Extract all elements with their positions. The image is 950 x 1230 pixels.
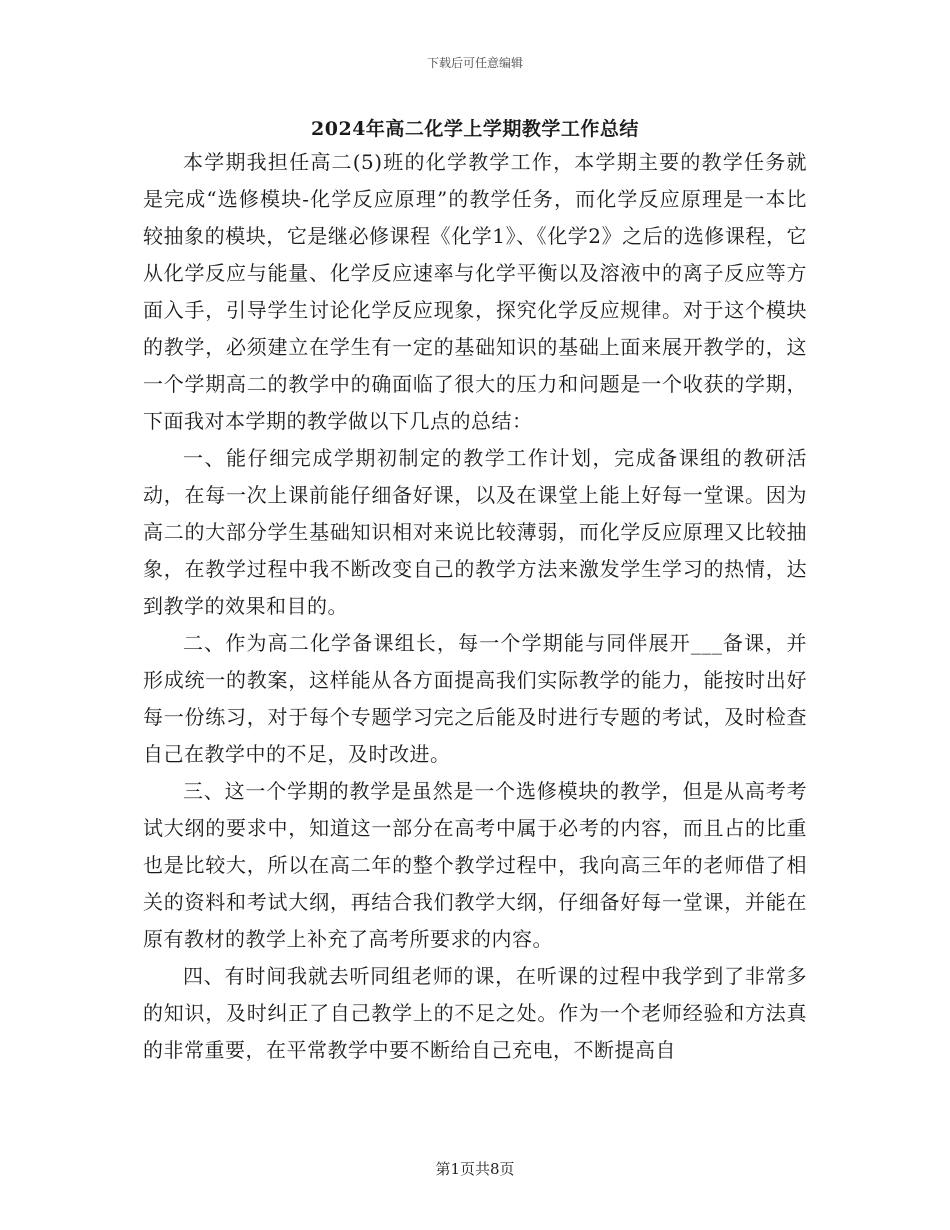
- paragraph-point-1: 一、能仔细完成学期初制定的教学工作计划，完成备课组的教研活动，在每一次上课前能仔细备好课，以及在课堂上能上好每一堂课。因为高二的大部分学生基础知识相对来说比较薄弱，而化学反应原理又比较抽象，在教学过程中我不断改变自己的教学方法来激发学生学习的热情，达到教学的效果和目的。: [143, 446, 807, 618]
- document-title: 2024年高二化学上学期教学工作总结: [311, 118, 639, 140]
- paragraph-point-3: 三、这一个学期的教学是虽然是一个选修模块的教学，但是从高考考试大纲的要求中，知道这一部分在高考中属于必考的内容，而且占的比重也是比较大，所以在高二年的整个教学过程中，我向高三年的老师借了相关的资料和考试大纲，再结合我们教学大纲，仔细备好每一堂课，并能在原有教材的教学上补充了高考所要求的内容。: [143, 779, 807, 951]
- header-note: 下载后可任意编辑: [426, 56, 523, 70]
- paragraph-point-2: 二、作为高二化学备课组长，每一个学期能与同伴展开___备课，并形成统一的教案，这样能从各方面提高我们实际教学的能力，能按时出好每一份练习，对于每个专题学习完之后能及时进行专题的考试，及时检查自己在教学中的不足，及时改进。: [143, 631, 807, 766]
- paragraph-intro: 本学期我担任高二(5)班的化学教学工作，本学期主要的教学任务就是完成“选修模块-化学反应原理”的教学任务，而化学反应原理是一本比较抽象的模块，它是继必修课程《化学1》、《化学2》之后的选修课程，它从化学反应与能量、化学反应速率与化学平衡以及溶液中的离子反应等方面入手，引导学生讨论化学反应现象，探究化学反应规律。对于这个模块的教学，必须建立在学生有一定的基础知识的基础上面来展开教学的，这一个学期高二的教学中的确面临了很大的压力和问题是一个收获的学期，下面我对本学期的教学做以下几点的总结：: [143, 150, 807, 433]
- document-body: [143, 144, 807, 1069]
- page-number: 第1页共8页: [435, 1160, 515, 1178]
- paragraph-point-4: 四、有时间我就去听同组老师的课，在听课的过程中我学到了非常多的知识，及时纠正了自己教学上的不足之处。作为一个老师经验和方法真的非常重要，在平常教学中要不断给自己充电，不断提高自: [143, 964, 807, 1062]
